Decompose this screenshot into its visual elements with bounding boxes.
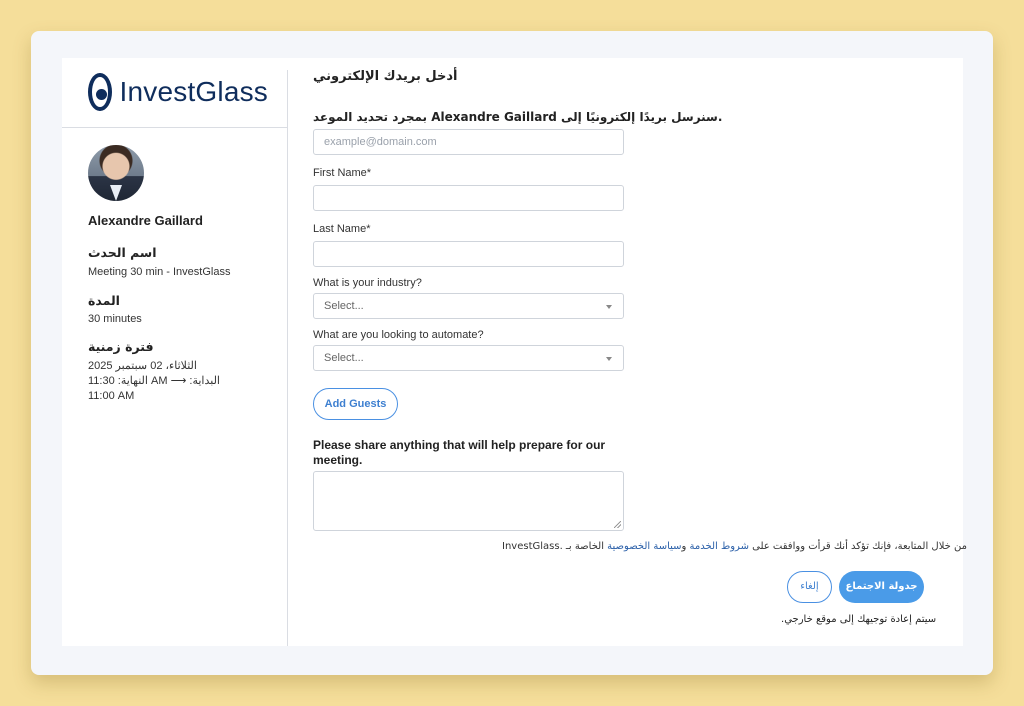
investglass-logo-icon (88, 73, 112, 111)
host-avatar (88, 145, 144, 201)
notes-label: Please share anything that will help prepare for our meeting. (313, 438, 606, 467)
form-heading: أدخل بريدك الإلكتروني (313, 69, 458, 84)
terms-notice: InvestGlass. من خلال المتابعة، فإنك تؤكد أنك قرأت ووافقت على شروط الخدمة وسياسة الخصوصية الخاصة بـ (502, 541, 967, 552)
privacy-policy-link[interactable]: سياسة الخصوصية (607, 541, 682, 552)
notes-textarea[interactable] (313, 471, 624, 531)
host-name: Alexandre Gaillard (88, 213, 203, 228)
terms-of-service-link[interactable]: شروط الخدمة (689, 541, 749, 552)
brand-name: InvestGlass (119, 76, 268, 107)
industry-selected-value: Select... (324, 300, 364, 312)
industry-label: What is your industry? (313, 277, 422, 289)
schedule-meeting-button[interactable]: جدولة الاجتماع (839, 571, 924, 603)
automate-selected-value: Select... (324, 352, 364, 364)
automate-select[interactable] (313, 345, 624, 371)
duration-value: 30 minutes (88, 313, 142, 325)
first-name-label: First Name* (313, 167, 372, 179)
sidebar-divider (62, 127, 288, 128)
chevron-down-icon (606, 357, 612, 361)
event-name-value: Meeting 30 min - InvestGlass (88, 266, 231, 278)
last-name-input[interactable] (313, 241, 624, 267)
time-slot-range: النهاية: 11:30 AM ⟶ البداية: 11:00 AM (88, 375, 220, 402)
industry-select[interactable] (313, 293, 624, 319)
event-name-label: اسم الحدث (88, 245, 157, 260)
email-input[interactable] (313, 129, 624, 155)
automate-label: What are you looking to automate? (313, 329, 484, 341)
duration-label: المدة (88, 293, 120, 308)
chevron-down-icon (606, 305, 612, 309)
time-slot-date: الثلاثاء، 02 سبتمبر 2025 (88, 360, 197, 372)
form-intro: بمجرد تحديد الموعد Alexandre Gaillard سنرسل بريدًا إلكترونيًا إلى. (313, 110, 723, 124)
cancel-button[interactable]: إلغاء (787, 571, 832, 603)
booking-card (62, 58, 967, 646)
brand-logo (88, 72, 268, 112)
last-name-label: Last Name* (313, 223, 371, 235)
event-sidebar (62, 70, 288, 646)
time-slot-label: فترة زمنية (88, 339, 154, 354)
resize-handle-icon[interactable] (614, 521, 621, 528)
booking-form (313, 58, 967, 646)
first-name-input[interactable] (313, 185, 624, 211)
add-guests-button[interactable]: Add Guests (313, 388, 398, 420)
redirect-notice: .سيتم إعادة توجيهك إلى موقع خارجي (781, 614, 937, 625)
